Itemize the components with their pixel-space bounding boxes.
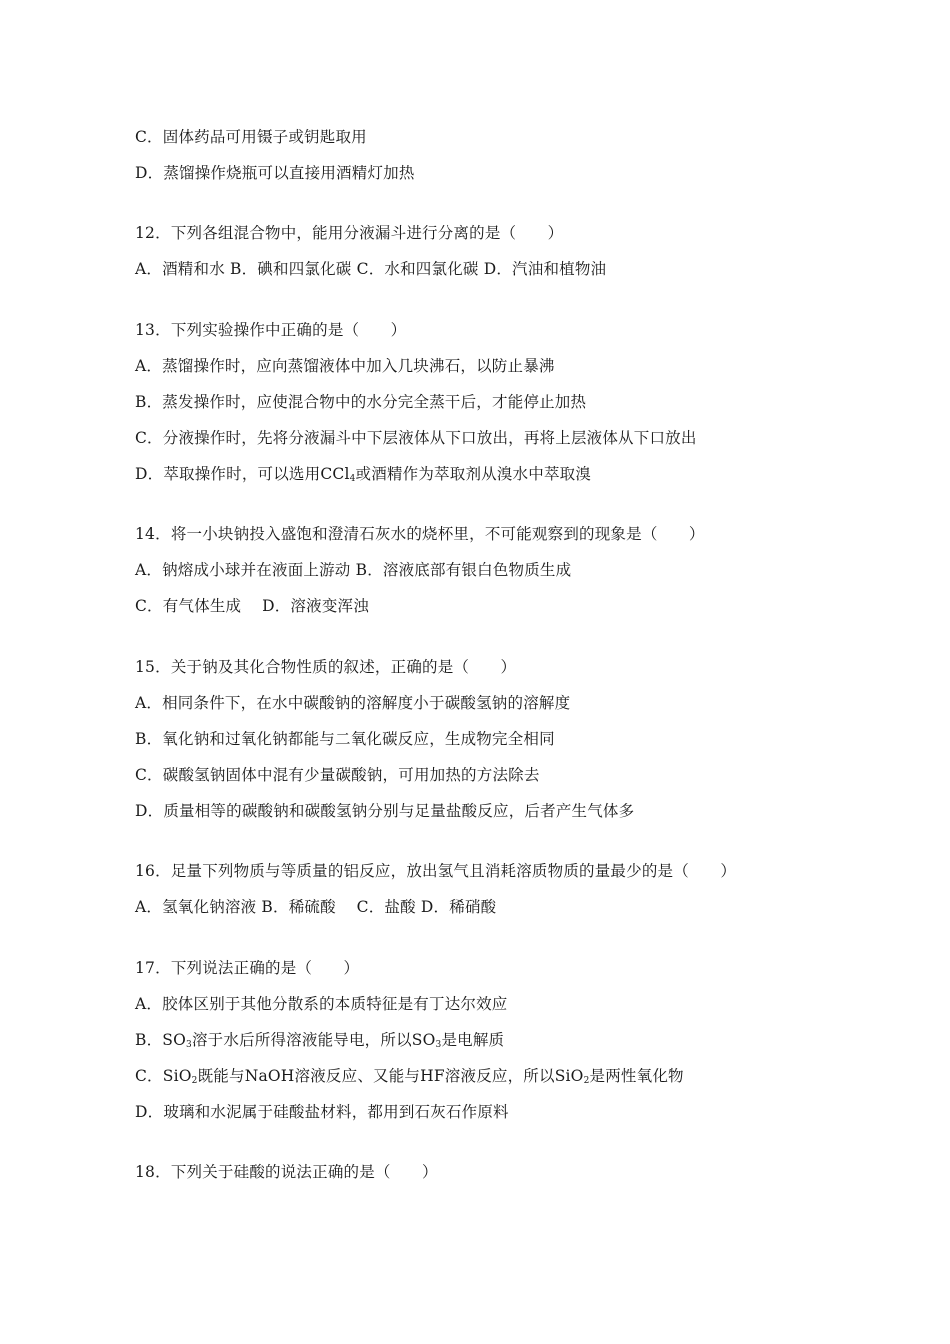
text-line — [135, 428, 697, 448]
text-line — [135, 1030, 504, 1050]
text-segment: 是电解质 — [441, 1031, 505, 1049]
text-segment: D．玻璃和水泥属于硅酸盐材料，都用到石灰石作原料 — [135, 1103, 509, 1121]
text-segment: C．碳酸氢钠固体中混有少量碳酸钠，可用加热的方法除去 — [135, 766, 540, 784]
text-segment: C．固体药品可用镊子或钥匙取用 — [135, 128, 367, 146]
text-segment: 12．下列各组混合物中，能用分液漏斗进行分离的是（ ） — [135, 224, 564, 242]
text-segment: A．胶体区别于其他分散系的本质特征是有丁达尔效应 — [135, 995, 508, 1013]
text-segment: 17．下列说法正确的是（ ） — [135, 959, 360, 977]
text-segment: 16．足量下列物质与等质量的铝反应，放出氢气且消耗溶质物质的量最少的是（ ） — [135, 862, 737, 880]
text-line — [135, 320, 406, 340]
text-segment: 是两性氧化物 — [589, 1067, 684, 1085]
text-line — [135, 765, 540, 785]
text-line — [135, 464, 591, 484]
text-segment: C．有气体生成 D．溶液变浑浊 — [135, 597, 369, 615]
text-line — [135, 524, 705, 544]
text-segment: A．蒸馏操作时，应向蒸馏液体中加入几块沸石，以防止暴沸 — [135, 357, 555, 375]
text-line — [135, 392, 586, 412]
text-segment: D．萃取操作时，可以选用CCl — [135, 465, 350, 483]
text-line — [135, 994, 508, 1014]
text-segment: B．氧化钠和过氧化钠都能与二氧化碳反应，生成物完全相同 — [135, 730, 555, 748]
text-segment: 溶于水后所得溶液能导电，所以SO — [191, 1031, 436, 1049]
text-line — [135, 1162, 438, 1182]
text-line — [135, 1066, 684, 1086]
text-segment: 或酒精作为萃取剂从溴水中萃取溴 — [355, 465, 592, 483]
text-line — [135, 127, 367, 147]
subscript: 3 — [186, 1040, 192, 1050]
text-segment: D．蒸馏操作烧瓶可以直接用酒精灯加热 — [135, 164, 415, 182]
text-segment: B．SO — [135, 1031, 187, 1049]
text-line — [135, 356, 555, 376]
text-segment: 13．下列实验操作中正确的是（ ） — [135, 321, 407, 339]
text-line — [135, 163, 415, 183]
text-segment: D．质量相等的碳酸钠和碳酸氢钠分别与足量盐酸反应，后者产生气体多 — [135, 802, 635, 820]
text-segment: A．酒精和水 B．碘和四氯化碳 C．水和四氯化碳 D．汽油和植物油 — [135, 260, 607, 278]
text-segment: 14．将一小块钠投入盛饱和澄清石灰水的烧杯里，不可能观察到的现象是（ ） — [135, 525, 705, 543]
text-segment: A．钠熔成小球并在液面上游动 B．溶液底部有银白色物质生成 — [135, 561, 572, 579]
text-line — [135, 693, 570, 713]
text-line — [135, 861, 736, 881]
text-line — [135, 657, 516, 677]
text-line — [135, 1102, 509, 1122]
text-line — [135, 801, 634, 821]
text-segment: C．分液操作时，先将分液漏斗中下层液体从下口放出，再将上层液体从下口放出 — [135, 429, 697, 447]
text-segment: A．相同条件下，在水中碳酸钠的溶解度小于碳酸氢钠的溶解度 — [135, 694, 571, 712]
text-line — [135, 560, 571, 580]
text-segment: C．SiO — [135, 1067, 192, 1085]
text-segment: B．蒸发操作时，应使混合物中的水分完全蒸干后，才能停止加热 — [135, 393, 587, 411]
text-line — [135, 729, 555, 749]
subscript: 2 — [191, 1076, 198, 1086]
text-segment: 15．关于钠及其化合物性质的叙述，正确的是（ ） — [135, 658, 517, 676]
text-line — [135, 259, 606, 279]
subscript: 2 — [583, 1076, 590, 1086]
text-line — [135, 596, 369, 616]
text-segment: 18．下列关于硅酸的说法正确的是（ ） — [135, 1163, 438, 1181]
text-segment: 既能与NaOH溶液反应、又能与HF溶液反应，所以SiO — [197, 1067, 584, 1085]
subscript: 4 — [349, 474, 356, 484]
text-line — [135, 897, 496, 917]
text-segment: A．氢氧化钠溶液 B．稀硫酸 C．盐酸 D．稀硝酸 — [135, 898, 497, 916]
text-line — [135, 223, 563, 243]
subscript: 3 — [435, 1040, 442, 1050]
text-line — [135, 958, 359, 978]
